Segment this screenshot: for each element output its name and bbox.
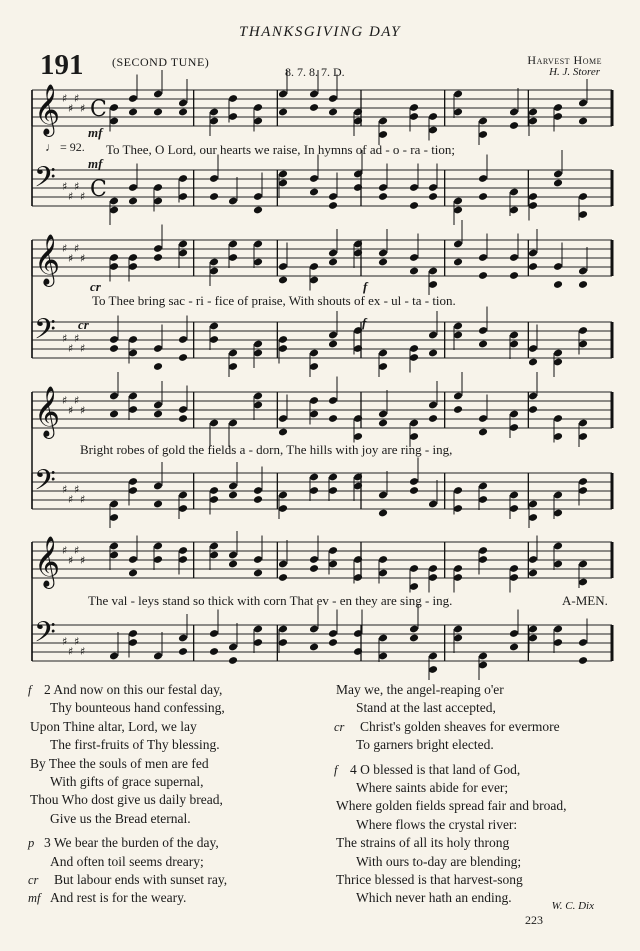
dynamic-mf-bass: mf <box>88 156 103 171</box>
sharp-icon: ♯ <box>62 394 68 407</box>
verse-number: 4 <box>350 761 361 777</box>
note-head <box>328 108 338 117</box>
sharp-icon: ♯ <box>62 92 68 105</box>
note-head <box>409 201 419 210</box>
verse-line <box>336 834 567 852</box>
note-head <box>153 500 163 509</box>
verse-dynamic-mark: p <box>28 836 35 851</box>
tempo-marking: ♩ = 92. <box>45 140 85 154</box>
note-head <box>209 192 219 201</box>
note-head <box>278 428 288 437</box>
verse-text: Which never hath an ending. <box>356 890 512 906</box>
verse-number: 3 <box>44 835 54 851</box>
treble-clef-icon: 𝄞 <box>34 536 61 587</box>
note-head <box>309 188 319 197</box>
verse-text: To garners bright elected. <box>356 737 494 753</box>
note-head <box>378 509 388 518</box>
note-head <box>553 280 563 289</box>
note-head <box>378 419 388 428</box>
hymn-number: 191 <box>40 49 84 81</box>
note-head <box>578 280 588 289</box>
dynamic-mf-treble: mf <box>88 125 103 140</box>
verse-text: Christ's golden sheaves for evermore <box>360 718 560 734</box>
verse-text: With gifts of grace supernal, <box>50 774 204 790</box>
sharp-icon: ♯ <box>80 102 86 115</box>
sharp-icon: ♯ <box>62 242 68 255</box>
sharp-icon: ♯ <box>62 180 68 193</box>
note-head <box>528 358 538 367</box>
verse-line <box>30 755 227 773</box>
verse-line <box>30 810 227 828</box>
verse-text: Thy bounteous hand confessing, <box>50 700 225 716</box>
verse-text: Where golden fields spread fair and broad, <box>336 798 567 814</box>
verse-line <box>336 736 567 754</box>
verse-text: The first-fruits of Thy blessing. <box>50 737 220 753</box>
verse-dynamic-mark: cr <box>28 873 39 888</box>
note-head <box>178 108 188 117</box>
common-time-icon: C <box>90 177 107 202</box>
note-head <box>378 258 388 267</box>
bass-clef-icon: 𝄢 <box>34 313 56 353</box>
sharp-icon: ♯ <box>74 92 80 105</box>
dynamic-f-bass: f <box>362 315 367 330</box>
note-head <box>153 410 163 419</box>
verse-text: Where flows the crystal river: <box>356 816 518 832</box>
note-head <box>253 495 263 504</box>
note-head <box>253 206 263 215</box>
note-head <box>528 262 538 271</box>
sharp-icon: ♯ <box>62 483 68 496</box>
note-head <box>409 267 419 276</box>
note-head <box>409 634 419 643</box>
author: W. C. Dix <box>551 900 594 912</box>
amen: A-MEN. <box>562 593 608 608</box>
note-head <box>309 103 319 112</box>
sharp-icon: ♯ <box>80 342 86 355</box>
verse-line <box>30 853 227 871</box>
verse-text: Thrice blessed is that harvest-song <box>336 872 523 888</box>
sharp-icon: ♯ <box>80 252 86 265</box>
sharp-icon: ♯ <box>80 645 86 658</box>
note-head <box>428 414 438 423</box>
verse-text: And rest is for the weary. <box>50 890 187 906</box>
note-head <box>278 108 288 117</box>
sharp-icon: ♯ <box>62 332 68 345</box>
sharp-icon: ♯ <box>68 404 74 417</box>
sharp-icon: ♯ <box>68 190 74 203</box>
note-head <box>153 362 163 371</box>
note-head <box>309 564 319 573</box>
bass-clef-icon: 𝄢 <box>34 161 56 201</box>
bass-clef-icon: 𝄢 <box>34 464 56 504</box>
note-head <box>509 271 519 280</box>
common-time-icon: C <box>90 97 107 122</box>
note-head <box>178 414 188 423</box>
verse-text: Upon Thine altar, Lord, we lay <box>30 718 197 734</box>
note-head <box>553 179 563 188</box>
page-number: 223 <box>525 913 543 927</box>
note-head <box>509 121 519 130</box>
verse-text: Stand at the last accepted, <box>356 700 496 716</box>
note-head <box>109 344 119 353</box>
note-head <box>409 486 419 495</box>
sharp-icon: ♯ <box>68 252 74 265</box>
verse-line <box>336 761 567 779</box>
composer: H. J. Storer <box>549 66 600 78</box>
verse-line <box>30 889 227 907</box>
verse-line <box>336 779 567 797</box>
note-head <box>178 353 188 362</box>
note-head <box>453 258 463 267</box>
note-head <box>128 197 138 206</box>
verse-line <box>30 773 227 791</box>
verse-line <box>30 736 227 754</box>
lyric-line-3: Bright robes of gold the fields a - dorn, The hills with joy are ring - ing, <box>80 442 453 457</box>
note-head <box>453 405 463 414</box>
verse-dynamic-mark: cr <box>334 719 345 734</box>
note-head <box>478 340 488 349</box>
treble-clef-icon: 𝄞 <box>34 234 61 285</box>
verse-line <box>30 791 227 809</box>
note-head <box>228 656 238 665</box>
verse-line <box>30 834 227 852</box>
tune-name: Harvest Home <box>527 53 602 67</box>
verse-line <box>30 871 227 889</box>
verse-dynamic-mark: f <box>334 762 338 777</box>
sharp-icon: ♯ <box>80 493 86 506</box>
verse-dynamic-mark: mf <box>28 891 41 906</box>
sharp-icon: ♯ <box>68 102 74 115</box>
sharp-icon: ♯ <box>80 190 86 203</box>
note-head <box>478 271 488 280</box>
lyric-line-4: The val - leys stand so thick with corn That ev - en they are sing - ing. <box>88 593 453 608</box>
dynamic-f-treble: f <box>363 279 368 294</box>
treble-clef-icon: 𝄞 <box>34 386 61 437</box>
sharp-icon: ♯ <box>74 635 80 648</box>
sharp-icon: ♯ <box>68 554 74 567</box>
sharp-icon: ♯ <box>74 332 80 345</box>
verse-line <box>336 853 567 871</box>
note-head <box>109 410 119 419</box>
treble-clef-icon: 𝄞 <box>34 84 61 135</box>
note-head <box>209 647 219 656</box>
sharp-icon: ♯ <box>74 483 80 496</box>
note-head <box>328 201 338 210</box>
verse-line <box>336 889 567 907</box>
verse-line <box>336 699 567 717</box>
verse-text: Thou Who dost give us daily bread, <box>30 792 223 808</box>
note-head <box>278 276 288 285</box>
note-head <box>578 656 588 665</box>
note-head <box>253 569 263 578</box>
meter: 8. 7. 8. 7. D. <box>285 65 345 79</box>
verse-line <box>30 718 227 736</box>
note-head <box>428 349 438 358</box>
note-head <box>128 569 138 578</box>
lyric-line-1: To Thee, O Lord, our hearts we raise, In hymns of ad - o - ra - tion; <box>106 142 456 157</box>
note-head <box>478 428 488 437</box>
sharp-icon: ♯ <box>68 342 74 355</box>
verse-text: Where saints abide for ever; <box>356 780 509 796</box>
verse-text: But labour ends with sunset ray, <box>54 872 228 888</box>
note-head <box>278 573 288 582</box>
note-head <box>328 340 338 349</box>
verse-number: 2 <box>44 682 54 697</box>
note-head <box>509 643 519 652</box>
page-header: THANKSGIVING DAY <box>239 24 401 40</box>
verse-text: O blessed is that land of God, <box>360 761 521 777</box>
note-head <box>578 117 588 126</box>
sharp-icon: ♯ <box>74 544 80 557</box>
sharp-icon: ♯ <box>74 242 80 255</box>
dynamic-cr-bass: cr <box>78 317 89 332</box>
verse-line <box>30 681 227 699</box>
note-head <box>309 643 319 652</box>
verse-line <box>336 681 567 699</box>
lyric-line-2: To Thee bring sac - ri - fice of praise, With shouts of ex - ul - ta - tion. <box>92 293 456 308</box>
verses-left-column <box>30 681 227 908</box>
verse-line <box>336 871 567 889</box>
verse-text: By Thee the souls of men are fed <box>30 755 209 771</box>
verse-text: We bear the burden of the day, <box>53 835 219 851</box>
verse-text: May we, the angel-reaping o'er <box>336 682 504 697</box>
verse-text: And now on this our festal day, <box>53 682 223 697</box>
note-head <box>228 560 238 569</box>
verse-line <box>336 718 567 736</box>
verse-dynamic-mark: f <box>28 683 32 697</box>
sharp-icon: ♯ <box>80 404 86 417</box>
note-head <box>128 108 138 117</box>
sharp-icon: ♯ <box>68 645 74 658</box>
note-head <box>428 192 438 201</box>
note-head <box>478 192 488 201</box>
verse-text: And often toil seems dreary; <box>50 853 204 869</box>
verses-right-column <box>336 681 567 908</box>
verse-text: The strains of all its holy throng <box>336 835 510 851</box>
sharp-icon: ♯ <box>74 180 80 193</box>
sharp-icon: ♯ <box>80 554 86 567</box>
sharp-icon: ♯ <box>68 493 74 506</box>
verse-line <box>336 816 567 834</box>
verse-text: With ours to-day are blending; <box>356 853 522 869</box>
bass-clef-icon: 𝄢 <box>34 616 56 656</box>
note-head <box>328 414 338 423</box>
note-head <box>153 108 163 117</box>
verse-line <box>336 797 567 815</box>
sharp-icon: ♯ <box>62 544 68 557</box>
second-tune-label: (SECOND TUNE) <box>112 55 210 69</box>
note-head <box>178 647 188 656</box>
sharp-icon: ♯ <box>74 394 80 407</box>
note-head <box>153 253 163 262</box>
verse-line <box>30 699 227 717</box>
sharp-icon: ♯ <box>62 635 68 648</box>
note-head <box>378 192 388 201</box>
note-head <box>328 258 338 267</box>
note-head <box>228 491 238 500</box>
note-head <box>328 638 338 647</box>
verse-text: Give us the Bread eternal. <box>50 810 191 826</box>
dynamic-cr-treble: cr <box>90 279 101 294</box>
note-head <box>528 569 538 578</box>
note-head <box>528 405 538 414</box>
